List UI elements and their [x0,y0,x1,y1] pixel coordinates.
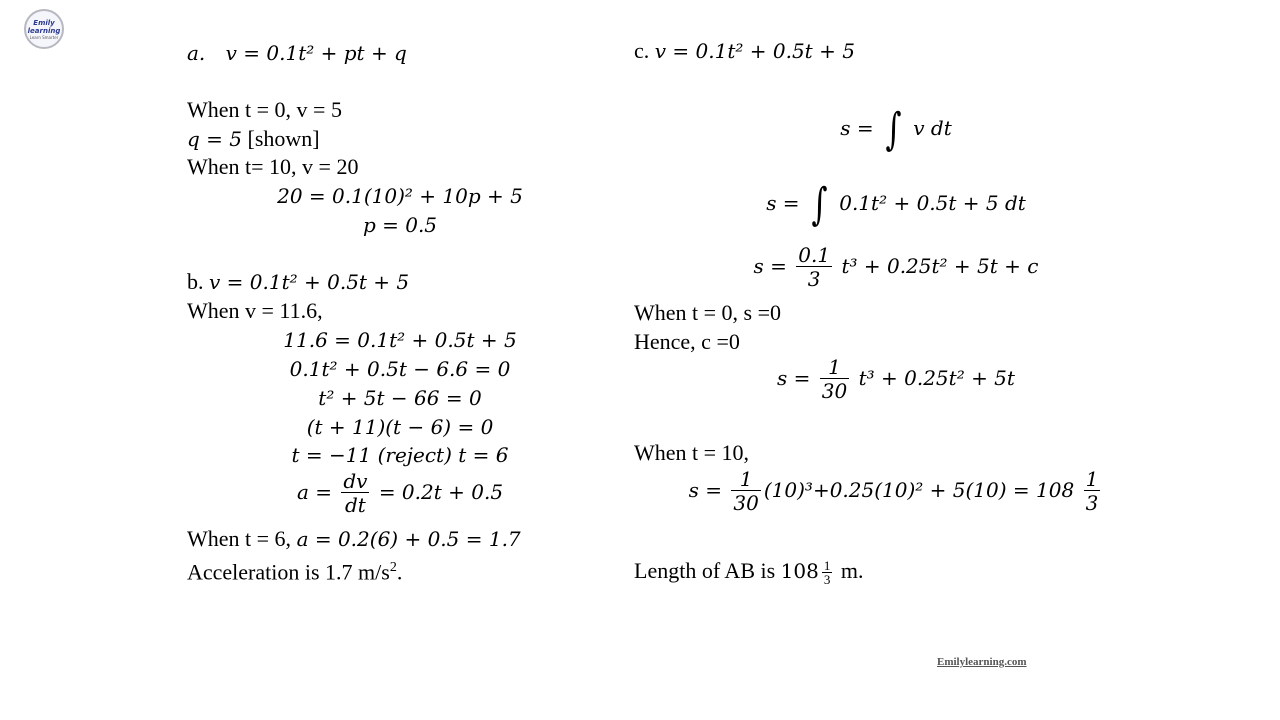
length-ab-answer [634,557,863,586]
length-whole: 108 [780,559,819,583]
part-a-label: a. [187,41,206,65]
s-integral-expanded [746,175,1046,231]
s3-rhs: t³ + 0.25t² + 5t + c [841,254,1039,278]
p-equation: p = 0.5 [362,213,438,237]
s3-fraction [796,244,832,291]
part-c-formula: v = 0.1t² + 0.5t + 5 [654,39,855,63]
s-int2-lhs: s = [766,191,800,215]
s4-num: 1 [820,356,849,379]
dt-denominator: dt [344,493,366,517]
logo-tagline: Learn Smarter [29,34,59,40]
part-c-label: c. [634,38,650,63]
s3-lhs: s = [753,254,787,278]
when-t6-text: When t = 6, [187,526,292,551]
part-a-equation [187,39,407,67]
s-antiderivative [736,244,1056,291]
q-shown-line [187,125,320,153]
when-t6-equation: a = 0.2(6) + 0.5 = 1.7 [296,527,521,551]
hence-c0-text: Hence, c =0 [634,329,740,354]
s4-fraction [820,356,849,403]
length-suffix: m. [840,558,864,583]
s5-lhs: s = [688,478,723,502]
part-b-line [187,268,409,296]
s3-num: 0.1 [798,243,831,267]
s3-den: 3 [807,267,821,291]
s-int2-rhs: 0.1t² + 0.5t + 5 dt [839,191,1026,215]
s5-fden: 3 [1085,491,1099,515]
when-t6-line [187,525,521,553]
integral-sign-2-icon: ∫ [811,178,828,230]
s5-fraction [731,468,760,515]
integral-sign-icon: ∫ [885,103,902,155]
s-final-formula [746,356,1046,403]
s5-result-fraction [1084,468,1101,515]
s4-rhs: t³ + 0.25t² + 5t [858,366,1015,390]
s4-den: 30 [821,379,848,403]
s5-mid: (10)³+0.25(10)² + 5(10) = 108 [763,478,1075,502]
acceleration-derivative [260,470,540,517]
part-b-label: b. [187,269,204,294]
logo-line2: learning [27,26,61,35]
q-equation: q = 5 [187,127,242,151]
shown-note: [shown] [247,126,320,151]
s-integral-v [746,100,1046,156]
accel-sup: 2 [389,560,397,575]
part-c-line [634,37,855,65]
part-a-formula: v = 0.1t² + pt + q [225,41,407,65]
s5-den: 30 [733,491,759,515]
logo-line1: Emily [33,18,55,27]
accel-prefix: Acceleration is 1.7 m/s [187,559,390,585]
emily-learning-logo [24,9,64,49]
eq-20: 20 = 0.1(10)² + 10p + 5 [277,184,523,208]
b-step-3: t² + 5t − 66 = 0 [318,386,482,410]
length-num: 1 [823,558,831,574]
b-step-2: 0.1t² + 0.5t − 6.6 = 0 [289,357,511,381]
length-fraction [822,559,833,586]
length-den: 3 [823,572,831,588]
acceleration-answer [187,554,402,586]
when-t0-text: When t = 0, v = 5 [187,97,342,122]
a-lhs: a = [296,480,332,504]
part-b-formula: v = 0.1t² + 0.5t + 5 [209,270,410,294]
dv-dt-fraction [341,470,369,517]
length-prefix: Length of AB is [634,558,776,583]
s-int-rhs: v dt [913,116,952,140]
s4-lhs: s = [777,366,811,390]
when-t0-s0-text: When t = 0, s =0 [634,300,782,325]
a-rhs: = 0.2t + 0.5 [378,480,504,504]
dv-numerator: dv [343,469,368,493]
b-step-5: t = −11 (reject) t = 6 [291,443,509,467]
when-t10-s-text: When t = 10, [634,440,750,465]
accel-suffix: . [396,559,403,585]
b-step-4: (t + 11)(t − 6) = 0 [306,415,494,439]
b-step-1: 11.6 = 0.1t² + 0.5t + 5 [283,328,517,352]
when-v116-text: When v = 11.6, [187,298,323,323]
s5-fnum: 1 [1085,467,1099,491]
s-evaluation [670,468,1122,515]
s-int-lhs: s = [840,116,874,140]
footer-site-link[interactable]: Emilylearning.com [937,656,1027,668]
s5-num: 1 [731,468,760,491]
when-t10-text: When t= 10, v = 20 [187,154,359,179]
